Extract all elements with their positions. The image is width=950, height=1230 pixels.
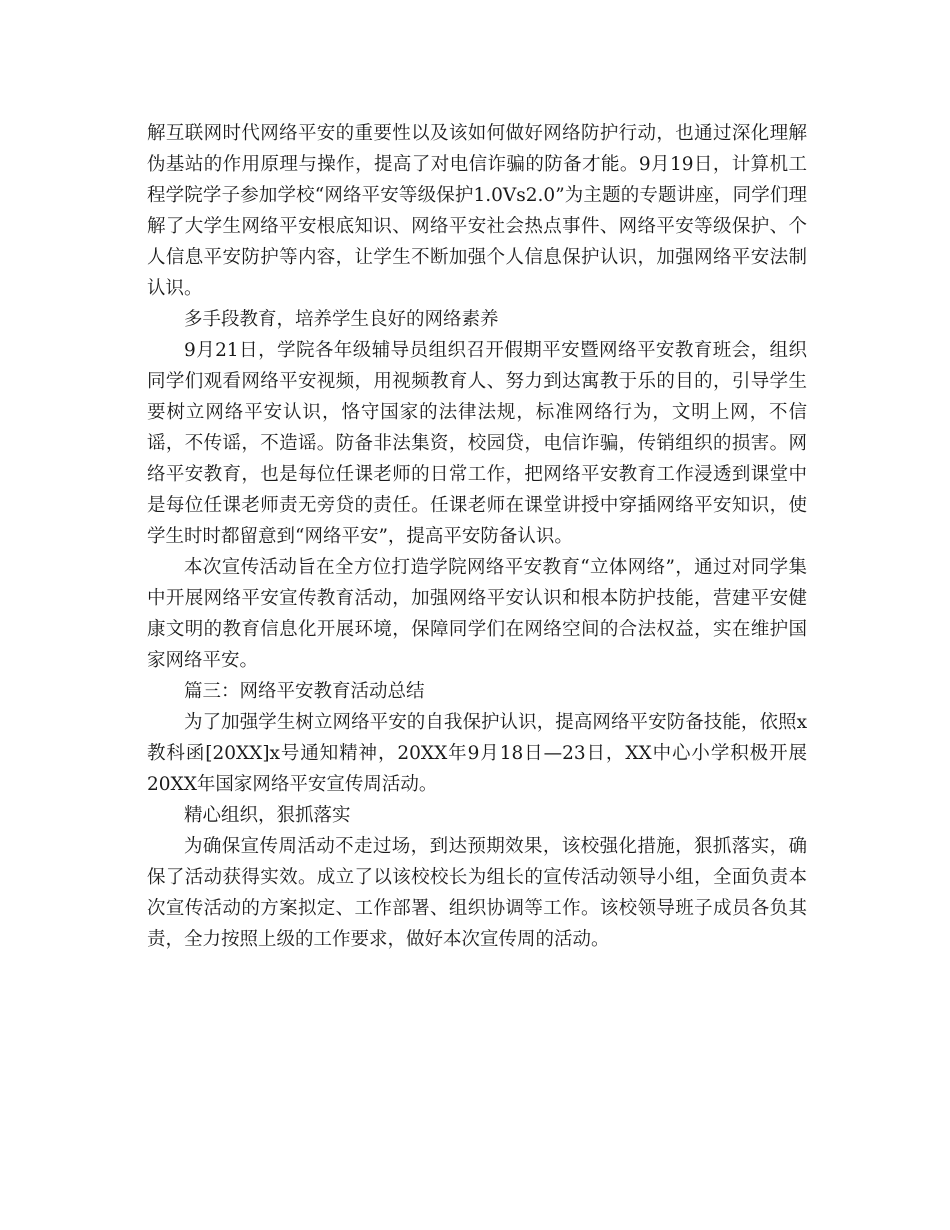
paragraph: 为确保宣传周活动不走过场，到达预期效果，该校强化措施，狠抓落实，确保了活动获得实效。成立了以该校校长为组长的宣传活动领导小组，全面负责本次宣传活动的方案拟定、工作部署、组织协调等工作。该校领导班子成员各负其责，全力按照上级的工作要求，做好本次宣传周的活动。 (147, 836, 807, 950)
section-heading: 精心组织，狠抓落实 (184, 805, 351, 826)
document-page (147, 118, 807, 955)
section-heading: 多手段教育，培养学生良好的网络素养 (184, 309, 499, 330)
paragraph: 解互联网时代网络平安的重要性以及该如何做好网络防护行动，也通过深化理解伪基站的作用原理与操作，提高了对电信诈骗的防备才能。9月19日，计算机工程学院学子参加学校“网络平安等级保护1.0Vs2.0”为主题的专题讲座，同学们理解了大学生网络平安根底知识、网络平安社会热点事件、网络平安等级保护、个人信息平安防护等内容，让学生不断加强个人信息保护认识，加强网络平安法制认识。 (147, 123, 807, 299)
paragraph: 本次宣传活动旨在全方位打造学院网络平安教育“立体网络”，通过对同学集中开展网络平安宣传教育活动，加强网络平安认识和根本防护技能，营建平安健康文明的教育信息化开展环境，保障同学们在网络空间的合法权益，实在维护国家网络平安。 (147, 557, 807, 671)
paragraph: 9月21日，学院各年级辅导员组织召开假期平安暨网络平安教育班会，组织同学们观看网络平安视频，用视频教育人、努力到达寓教于乐的目的，引导学生要树立网络平安认识，恪守国家的法律法规，标准网络行为，文明上网，不信谣，不传谣，不造谣。防备非法集资，校园贷，电信诈骗，传销组织的损害。网络平安教育，也是每位任课老师的日常工作，把网络平安教育工作浸透到课堂中是每位任课老师责无旁贷的责任。任课老师在课堂讲授中穿插网络平安知识，使学生时时都留意到“网络平安”，提高平安防备认识。 (147, 340, 807, 547)
paragraph: 为了加强学生树立网络平安的自我保护认识，提高网络平安防备技能，依照x教科函[20XX]x号通知精神，20XX年9月18日—23日，XX中心小学积极开展20XX年国家网络平安宣传周活动。 (147, 712, 807, 795)
article-heading: 篇三：网络平安教育活动总结 (184, 681, 425, 702)
